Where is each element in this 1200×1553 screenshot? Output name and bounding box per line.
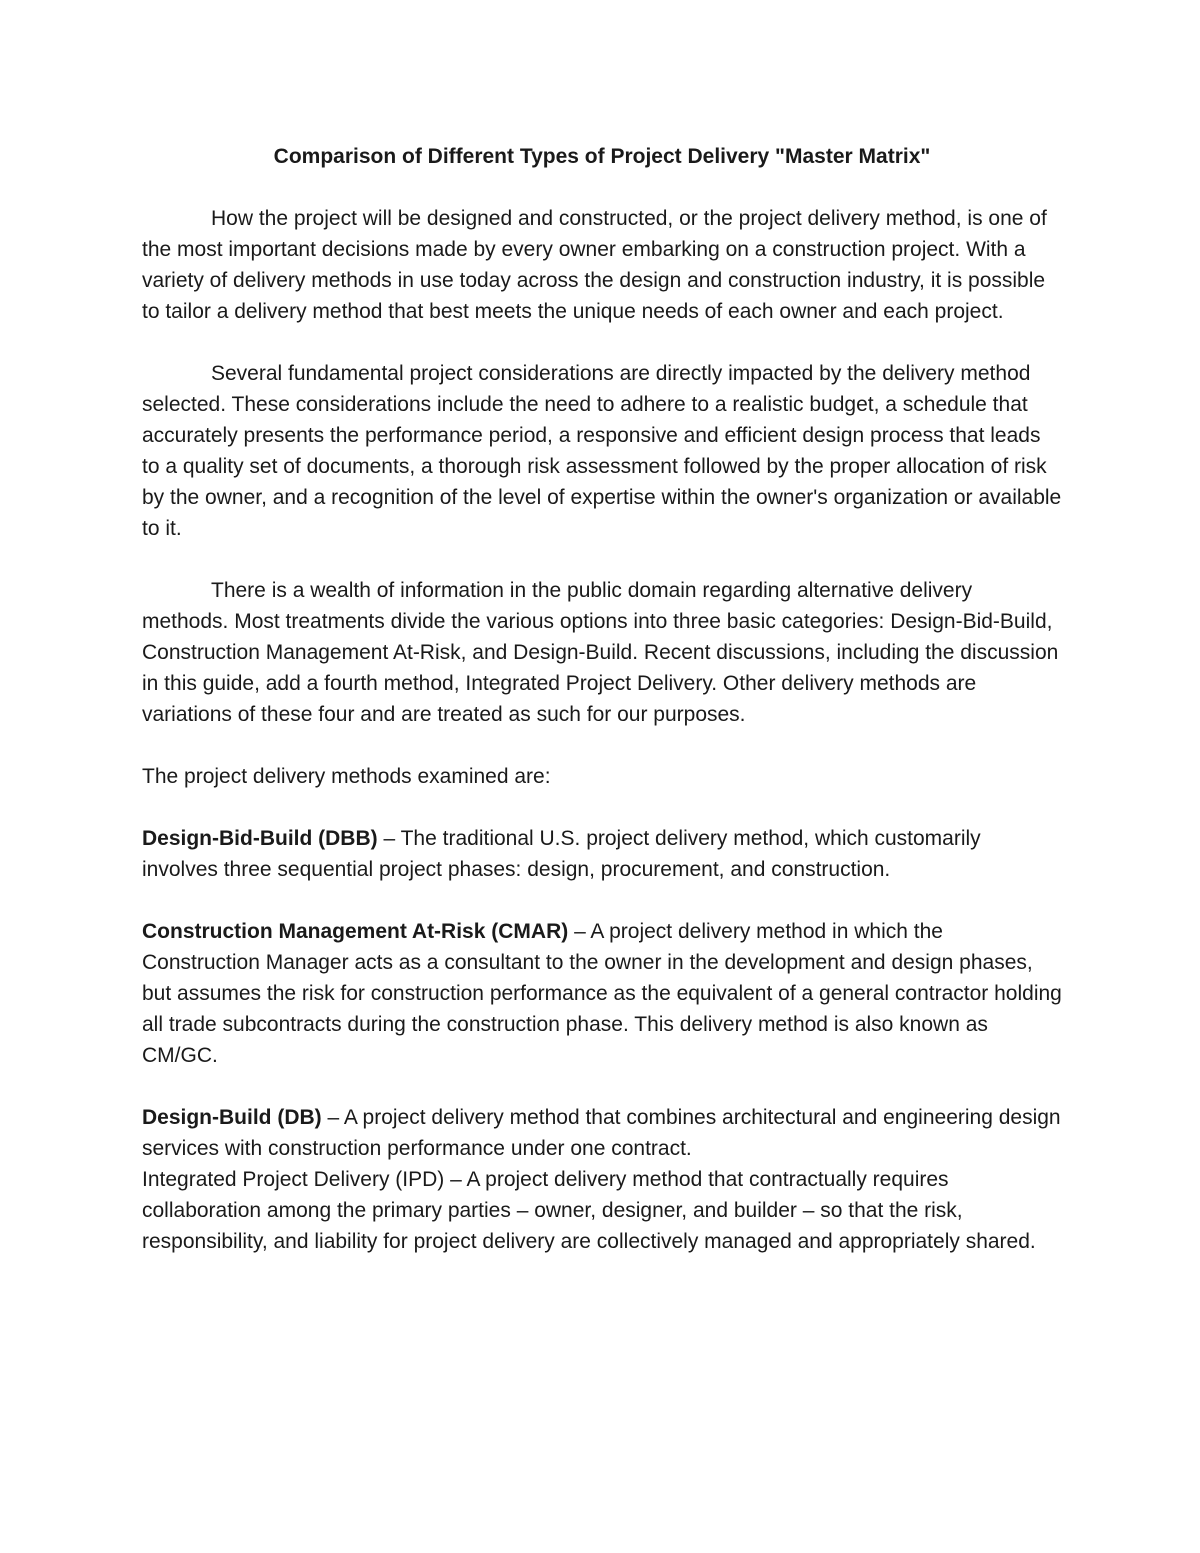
method-db (142, 1102, 1062, 1257)
method-ipd-line: Integrated Project Delivery (IPD) – A project delivery method that contractually requires collaboration among the primary parties – owner, designer, and builder – so that the risk, responsibility, and liability for project delivery are collectively managed and appropriately shared. (142, 1168, 1036, 1253)
document-title: Comparison of Different Types of Project Delivery "Master Matrix" (273, 145, 931, 168)
method-definition: – A project delivery method that combines architectural and engineering design services with construction performance under one contract. (142, 1106, 1061, 1160)
paragraph-considerations: Several fundamental project considerations are directly impacted by the delivery method selected. These considerations include the need to adhere to a realistic budget, a schedule that accurately presents the performance period, a responsive and efficient design process that leads to a quality set of documents, a thorough risk assessment followed by the proper allocation of risk by the owner, and a recognition of the level of expertise within the owner's organization or available to it. (142, 362, 1062, 540)
method-term: Construction Management At-Risk (CMAR) (142, 920, 569, 943)
method-definition: – The traditional U.S. project delivery method, which customarily involves three sequential project phases: design, procurement, and construction. (142, 827, 981, 881)
methods-intro: The project delivery methods examined are: (142, 765, 551, 788)
method-term: Design-Bid-Build (DBB) (142, 827, 378, 850)
method-definition: – A project delivery method in which the Construction Manager acts as a consultant to the owner in the development and design phases, but assumes the risk for construction performance as the equivalent of a general contractor holding all trade subcontracts during the construction phase. This delivery method is also known as CM/GC. (142, 920, 1062, 1067)
paragraph-wealth-of-information: There is a wealth of information in the public domain regarding alternative delivery methods. Most treatments divide the various options into three basic categories: Design-Bid-Build, Construction Management At-Risk, and Design-Build. Recent discussions, including the discussion in this guide, add a fourth method, Integrated Project Delivery. Other delivery methods are variations of these four and are treated as such for our purposes. (142, 579, 1059, 726)
method-cmar (142, 916, 1062, 1071)
method-dbb (142, 823, 1062, 885)
method-term: Design-Build (DB) (142, 1106, 322, 1129)
method-db-line (142, 1102, 1062, 1164)
document-body (142, 141, 1062, 1288)
paragraph-intro: How the project will be designed and constructed, or the project delivery method, is one of the most important decisions made by every owner embarking on a construction project. With a variety of delivery methods in use today across the design and construction industry, it is possible to tailor a delivery method that best meets the unique needs of each owner and each project. (142, 207, 1047, 323)
